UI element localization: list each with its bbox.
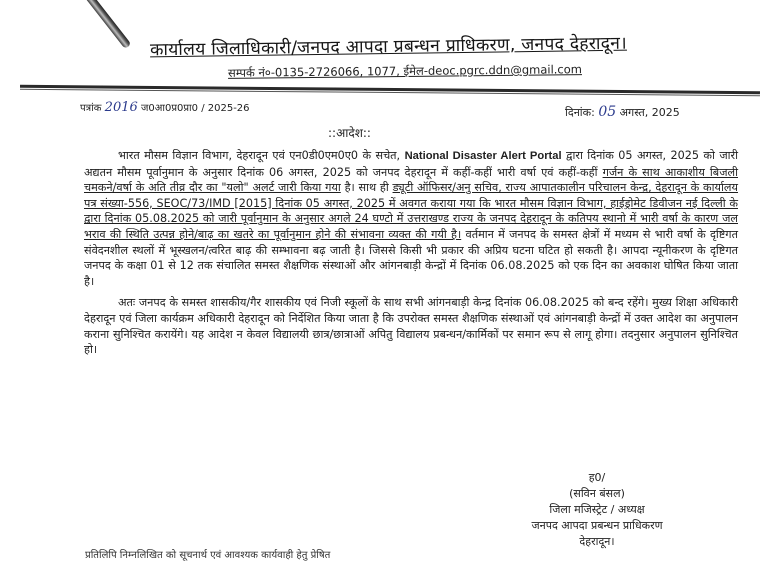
p1-text-b: द्वारा दिनांक 05 अगस्त, 2025 को जारी अद्यतन मौसम पूर्वानुमान के अनुसार दिनांक 06 अगस्त, 2025 को जनपद देहरादून में कहीं-कहीं भारी वर्षा एवं कहीं-कहीं xyxy=(84,149,739,179)
date-line xyxy=(565,104,680,120)
reference-line xyxy=(80,100,250,115)
paragraph-2 xyxy=(84,295,738,357)
p2-text-b: यह आदेश न केवल विद्यालयी छात्र/छात्राओं अपितु विद्यालय प्रबन्धन/कार्मिकों पर समान रूप से लागू होगा। तदनुसार अनुपालन सुनिश्चित हो। xyxy=(84,327,739,357)
p1-underlined-forecast: ड्यूटी ऑफिसर/अनु सचिव, राज्य आपातकालीन परिचालन केन्द्र, देहरादून के कार्यालय पत्र संख्या-556, SEOC/73/IMD [2015] दिनांक 05 अगस्त, 2025 में अवगत कराया गया कि भारत मौसम विज्ञान विभाग, हाईड्रोमेट डिवीजन नई दिल्ली के द्वारा दिनांक 05.08.2025 को जारी पूर्वानुमान के अनुसार अगले 24 घण्टो में उत्तराखण्ड राज्य के जनपद देहरादून के कतिपय स्थानो में भारी वर्षा के कारण जल भराव की स्थिति उत्पन्न होने/बाढ़ का खतरे का पूर्वानुमान होने की संभावना व्यक्त की गयी है। xyxy=(84,181,739,241)
order-title: ::आदेश:: xyxy=(328,126,371,140)
reference-code: ज0आ0प्र0प्रा0 / 2025-26 xyxy=(140,103,250,114)
p1-portal-name: National Disaster Alert Portal xyxy=(404,150,562,162)
p1-text-d: वर्तमान में जनपद के समस्त क्षेत्रों में मध्यम से भारी वर्षा के दृष्टिगत संवेदनशील स्थलों में भूस्खलन/त्वरित बाढ़ की सम्भावना बढ़ जाती है। जिससे किसी भी प्रकार की अप्रिय घटना घटित हो सकती है। आपदा न्यूनीकरण के दृष्टिगत जनपद के कक्षा 01 से 12 तक संचालित समस्त शैक्षणिक संस्थाओं और आंगनबाड़ी केन्द्रों में दिनांक 06.08.2025 को एक दिन का अवकाश घोषित किया जाता है। xyxy=(84,227,738,288)
order-body xyxy=(84,148,738,358)
copy-to-line: प्रतिलिपि निम्नलिखित को सूचनार्थ एवं आवश्यक कार्यवाही हेतु प्रेषित xyxy=(85,550,331,561)
date-day: 05 xyxy=(598,104,617,120)
reference-label: पत्रांक xyxy=(80,103,102,114)
signatory-place: देहरादून। xyxy=(579,535,615,548)
signatory-name: (सविन बंसल) xyxy=(569,487,625,500)
p1-text-c: है। साथ ही xyxy=(340,181,393,195)
signed-mark: ह0/ xyxy=(588,471,606,484)
p1-text-a: भारत मौसम विज्ञान विभाग, देहरादून एवं एन0डी0एम0ए0 के सचेत, xyxy=(118,149,405,162)
paragraph-1 xyxy=(84,148,738,289)
date-label: दिनांक: xyxy=(565,106,595,119)
p2-text-a: अतः जनपद के समस्त शासकीय/गैर शासकीय एवं निजी स्कूलों के साथ सभी आंगनबाड़ी केन्द्र दिनांक 06.08.2025 को बन्द रहेंगे। मुख्य शिक्षा अधिकारी देहरादून एवं जिला कार्यक्रम अधिकारी देहरादून को निर्देशित किया जाता है कि उपरोक्त समस्त शैक्षणिक संस्थाओं एवं आंगनबाड़ी केन्द्रों में उक्त आदेश का अनुपालन कराना सुनिश्चित करायेंगे। xyxy=(84,296,738,341)
date-month-year: अगस्त, 2025 xyxy=(619,106,680,119)
letterhead-contact: सम्पर्क नं०-0135-2726066, 1077, ईमेल-deoc.pgrc.ddn@gmail.com xyxy=(227,62,583,80)
p1-underlined-alert: गर्जन के साथ आकाशीय बिजली चमकने/वर्षा के अति तीव्र दौर का "यलो" अलर्ट जारी किया गया xyxy=(84,165,738,195)
signature-block xyxy=(512,470,682,550)
signatory-designation: जिला मजिस्ट्रेट / अध्यक्ष xyxy=(549,503,645,516)
reference-number: 2016 xyxy=(104,100,138,115)
letterhead-office: कार्यालय जिलाधिकारी/जनपद आपदा प्रबन्धन प्राधिकरण, जनपद देहरादून। xyxy=(149,33,628,61)
signatory-authority: जनपद आपदा प्रबन्धन प्राधिकरण xyxy=(531,519,663,532)
pen-object xyxy=(82,0,131,49)
